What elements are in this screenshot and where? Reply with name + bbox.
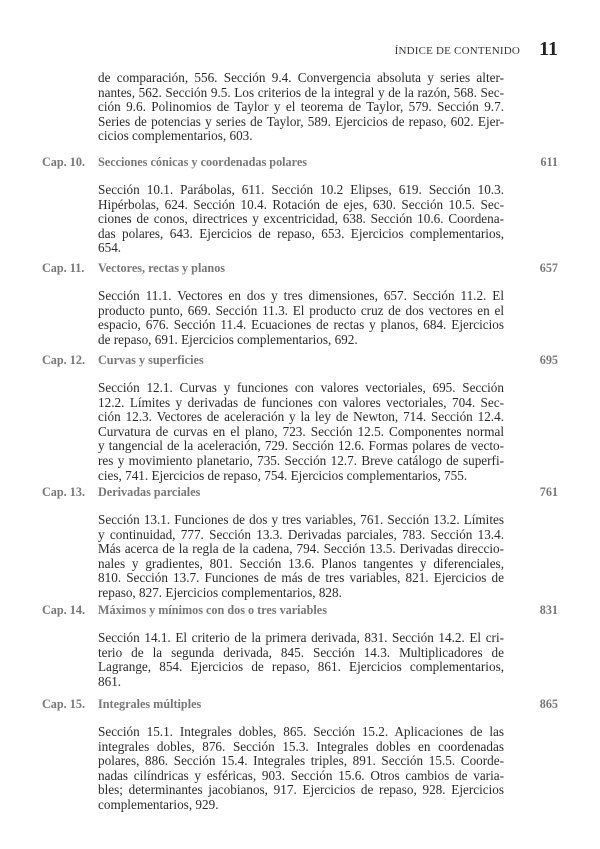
toc-line: res y movimiento planetario, 735. Sección 12.7. Breve catálogo de superfi- — [98, 452, 504, 468]
toc-line: integrales dobles, 876. Sección 15.3. Integrales dobles en coordenadas — [98, 738, 504, 754]
toc-line: de comparación, 556. Sección 9.4. Convergencia absoluta y series alter- — [98, 70, 504, 85]
chapter-label: Cap. 14. — [42, 603, 86, 617]
chapter-page: 831 — [539, 603, 558, 617]
toc-line: Series de potencias y series de Taylor, 589. Ejercicios de repaso, 602. Ejer- — [98, 113, 504, 129]
toc-line: bles; determinantes jacobianos, 917. Ejercicios de repaso, 928. Ejercicios — [98, 782, 504, 798]
toc-line: nales y gradientes, 801. Sección 13.6. Planos tangentes y diferenciales, — [98, 555, 504, 571]
toc-line: ción 9.6. Polinomios de Taylor y el teorema de Taylor, 579. Sección 9.7. — [98, 99, 504, 115]
toc-line: Sección 12.1. Curvas y funciones con valores vectoriales, 695. Sección — [98, 380, 504, 395]
chapter-sections-paragraph — [98, 725, 504, 813]
chapter-title: Máximos y mínimos con dos o tres variables — [98, 603, 327, 617]
chapter-page: 865 — [539, 697, 558, 711]
chapter-title: Integrales múltiples — [98, 697, 202, 711]
toc-line: Curvatura de curvas en el plano, 723. Sección 12.5. Componentes normal — [98, 423, 504, 439]
toc-line: y tangencial de la aceleración, 729. Sección 12.6. Formas polares de vecto- — [98, 438, 504, 454]
chapter-page: 695 — [539, 353, 558, 367]
toc-line: Sección 15.1. Integrales dobles, 865. Sección 15.2. Aplicaciones de las — [98, 724, 504, 739]
toc-line: Sección 13.1. Funciones de dos y tres variables, 761. Sección 13.2. Límites — [98, 512, 504, 527]
toc-line: espacio, 676. Sección 11.4. Ecuaciones de rectas y planos, 684. Ejercicios — [98, 317, 504, 333]
toc-line: Hipérbolas, 624. Sección 10.4. Rotación de ejes, 630. Sección 10.5. Sec- — [98, 196, 504, 212]
toc-line: cies, 741. Ejercicios de repaso, 754. Ejercicios complementarios, 755. — [98, 467, 468, 483]
toc-line: das polares, 643. Ejercicios de repaso, 653. Ejercicios complementarios, — [98, 225, 504, 241]
toc-line: Sección 11.1. Vectores en dos y tres dimensiones, 657. Sección 11.2. El — [98, 288, 504, 303]
chapter-page: 657 — [539, 261, 558, 275]
toc-line: nantes, 562. Sección 9.5. Los criterios de la integral y de la razón, 568. Sec- — [98, 84, 504, 100]
chapter-label: Cap. 10. — [42, 155, 86, 169]
toc-line: polares, 886. Sección 15.4. Integrales triples, 891. Sección 15.5. Coorde- — [98, 753, 504, 769]
toc-line: Lagrange, 854. Ejercicios de repaso, 861. Ejercicios complementarios, — [98, 659, 504, 675]
chapter-sections-paragraph — [98, 381, 504, 483]
chapter-page: 611 — [540, 155, 558, 169]
chapter-sections-paragraph — [98, 183, 504, 256]
toc-line: 861. — [98, 673, 122, 689]
chapter-title: Secciones cónicas y coordenadas polares — [98, 155, 307, 169]
chapter-title: Curvas y superficies — [98, 353, 204, 367]
chapter-label: Cap. 15. — [42, 697, 86, 711]
chapter-sections-paragraph — [98, 289, 504, 347]
toc-line: producto punto, 669. Sección 11.3. El producto cruz de dos vectores en el — [98, 302, 504, 318]
chapter-sections-paragraph — [98, 631, 504, 689]
toc-line: 810. Sección 13.7. Funciones de más de tres variables, 821. Ejercicios de — [98, 570, 504, 586]
toc-line: y continuidad, 777. Sección 13.3. Derivadas parciales, 783. Sección 13.4. — [98, 526, 504, 542]
chapter-title: Vectores, rectas y planos — [98, 261, 226, 275]
toc-line: de repaso, 691. Ejercicios complementarios, 692. — [98, 331, 358, 347]
chapter-label: Cap. 11. — [42, 261, 85, 275]
toc-line: Sección 14.1. El criterio de la primera derivada, 831. Sección 14.2. El cri- — [98, 630, 504, 645]
header-title: ÍNDICE DE CONTENIDO — [394, 45, 520, 57]
toc-line: ciones de conos, directrices y excentricidad, 638. Sección 10.6. Coordena- — [98, 211, 504, 227]
toc-line: terio de la segunda derivada, 845. Sección 14.3. Multiplicadores de — [98, 644, 504, 660]
chapter-sections-paragraph — [98, 513, 504, 601]
toc-line: ción 12.3. Vectores de aceleración y la ley de Newton, 714. Sección 12.4. — [98, 409, 504, 425]
toc-line: 12.2. Límites y derivadas de funciones con valores vectoriales, 704. Sec- — [98, 394, 504, 410]
toc-line: complementarios, 929. — [98, 796, 219, 812]
toc-line: Más acerca de la regla de la cadena, 794. Sección 13.5. Derivadas direccio- — [98, 541, 504, 557]
chapter-title: Derivadas parciales — [98, 485, 201, 499]
toc-line: Sección 10.1. Parábolas, 611. Sección 10.2 Elipses, 619. Sección 10.3. — [98, 182, 504, 197]
chapter-label: Cap. 13. — [42, 485, 86, 499]
page-number: 11 — [539, 38, 558, 60]
chapter-label: Cap. 12. — [42, 353, 86, 367]
toc-line: 654. — [98, 240, 122, 256]
toc-line: repaso, 827. Ejercicios complementarios, 828. — [98, 584, 342, 600]
continuation-paragraph — [98, 71, 504, 144]
toc-line: nadas cilíndricas y esféricas, 903. Sección 15.6. Otros cambios de varia- — [98, 767, 504, 783]
chapter-page: 761 — [539, 485, 558, 499]
toc-line: cicios complementarios, 603. — [98, 128, 253, 144]
